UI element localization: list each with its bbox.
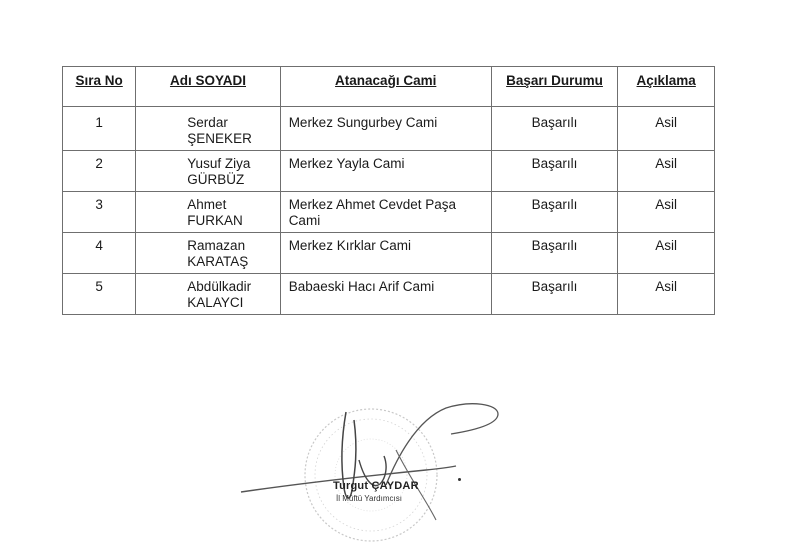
last-name: KARATAŞ (187, 254, 249, 269)
header-name: Adı SOYADI (136, 67, 280, 107)
header-status: Başarı Durumu (491, 67, 618, 107)
last-name: ŞENEKER (187, 131, 252, 146)
row-name (136, 233, 280, 274)
last-name: FURKAN (187, 213, 243, 228)
header-no: Sıra No (63, 67, 136, 107)
table-row (63, 233, 715, 274)
row-name (136, 274, 280, 315)
table-row (63, 192, 715, 233)
row-note: Asil (618, 233, 715, 274)
row-name (136, 151, 280, 192)
row-status: Başarılı (491, 192, 618, 233)
row-status: Başarılı (491, 107, 618, 151)
row-mosque: Merkez Sungurbey Cami (280, 107, 491, 151)
table-row (63, 274, 715, 315)
table-header-row (63, 67, 715, 107)
row-mosque: Babaeski Hacı Arif Cami (280, 274, 491, 315)
row-note: Asil (618, 274, 715, 315)
row-note: Asil (618, 151, 715, 192)
header-mosque: Atanacağı Cami (280, 67, 491, 107)
first-name: Serdar (187, 115, 228, 130)
row-note: Asil (618, 107, 715, 151)
official-seal-icon (236, 390, 526, 555)
signatory-title: İl Müftü Yardımcısı (336, 494, 402, 503)
row-no: 2 (63, 151, 136, 192)
row-status: Başarılı (491, 274, 618, 315)
ink-dot (458, 478, 461, 481)
last-name: GÜRBÜZ (187, 172, 245, 187)
row-mosque: Merkez Yayla Cami (280, 151, 491, 192)
signatory-name: Turgut ÇAYDAR (333, 480, 419, 492)
row-status: Başarılı (491, 151, 618, 192)
table-row (63, 107, 715, 151)
signature-block (236, 390, 526, 555)
row-no: 5 (63, 274, 136, 315)
first-name: Ramazan (187, 238, 246, 253)
first-name: Abdülkadir (187, 279, 252, 294)
row-note: Asil (618, 192, 715, 233)
first-name: Yusuf Ziya (187, 156, 251, 171)
row-no: 4 (63, 233, 136, 274)
header-note: Açıklama (618, 67, 715, 107)
row-mosque: Merkez Kırklar Cami (280, 233, 491, 274)
appointment-table (62, 66, 715, 315)
row-no: 3 (63, 192, 136, 233)
row-name (136, 192, 280, 233)
row-no: 1 (63, 107, 136, 151)
first-name: Ahmet (187, 197, 227, 212)
table-row (63, 151, 715, 192)
row-status: Başarılı (491, 233, 618, 274)
row-name (136, 107, 280, 151)
last-name: KALAYCI (187, 295, 244, 310)
row-mosque: Merkez Ahmet Cevdet Paşa Cami (280, 192, 491, 233)
